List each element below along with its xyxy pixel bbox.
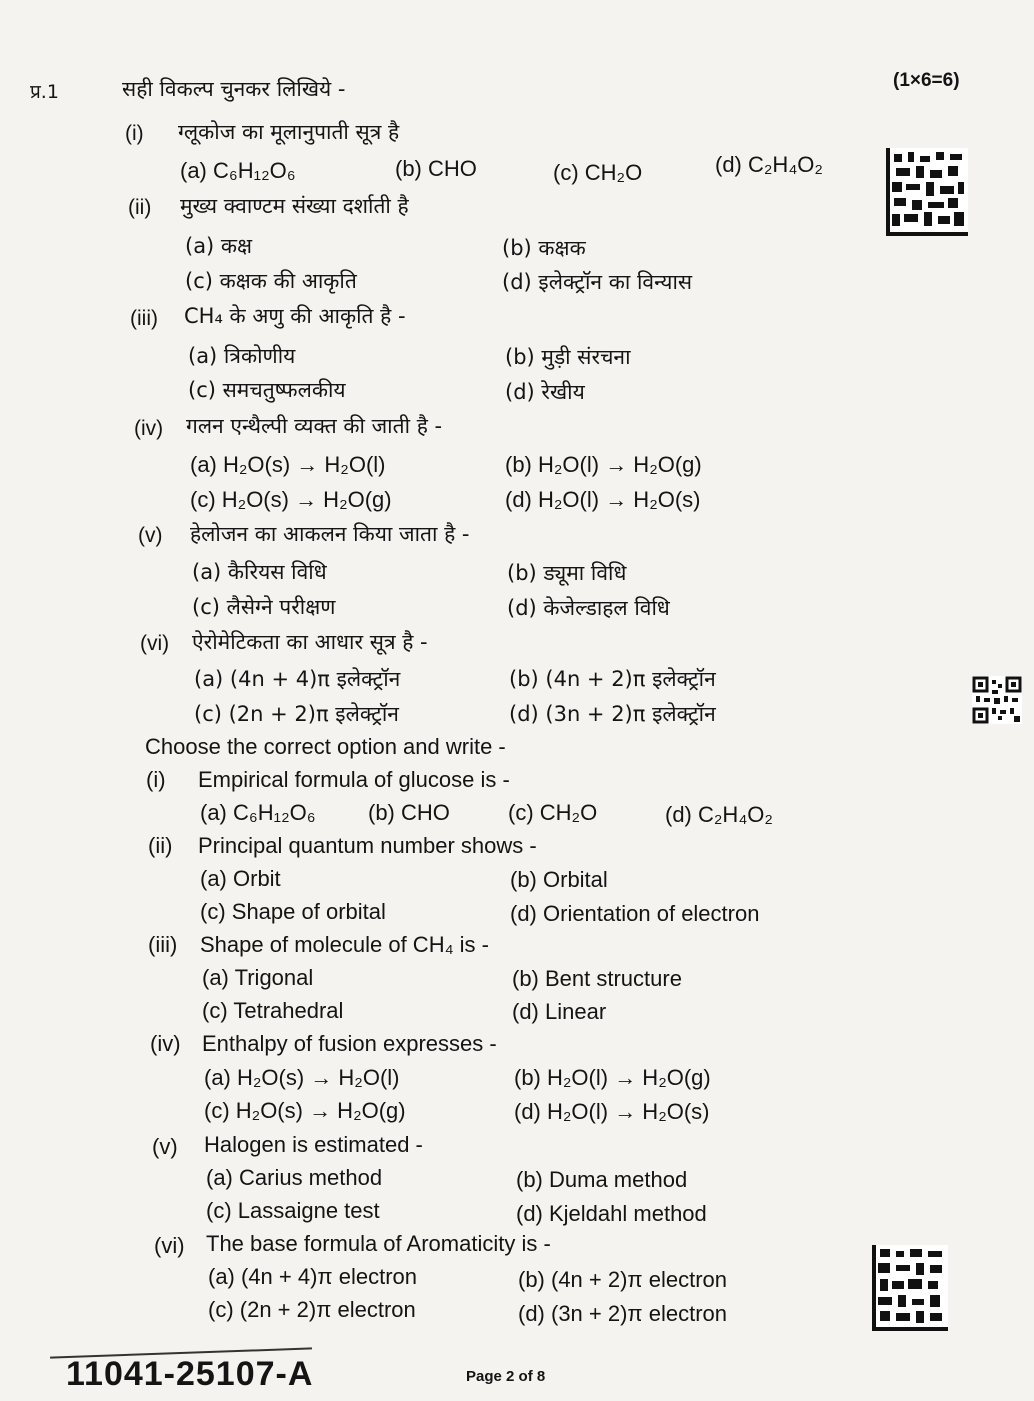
hi-q5-option-b: (b) ड्यूमा विधि — [507, 561, 627, 585]
en-q4-option-d: (d) H₂O(l) → H₂O(s) — [514, 1099, 710, 1124]
en-q3-option-c: (c) Tetrahedral — [202, 998, 344, 1023]
hi-q5-option-a: (a) कैरियस विधि — [192, 560, 327, 584]
en-q1-option-c: (c) CH₂O — [508, 800, 598, 825]
en-q5-number: (v) — [152, 1134, 178, 1159]
en-q3-option-a: (a) Trigonal — [202, 965, 314, 990]
en-q2-option-a: (a) Orbit — [200, 866, 281, 891]
en-q6-option-a: (a) (4n + 4)π electron — [208, 1264, 417, 1289]
hi-q4-number: (iv) — [134, 417, 164, 440]
hi-q5-option-d: (d) केजेल्डाहल विधि — [507, 596, 670, 620]
en-q4-number: (iv) — [150, 1031, 181, 1056]
qr-code-side — [972, 676, 1022, 724]
en-q1-option-d: (d) C₂H₄O₂ — [665, 802, 773, 827]
hi-q2-option-c: (c) कक्षक की आकृति — [185, 269, 357, 293]
en-q2-number: (ii) — [148, 833, 173, 858]
hi-q3-option-d: (d) रेखीय — [505, 380, 585, 404]
page-number: Page 2 of 8 — [466, 1368, 546, 1385]
hi-q4-option-a: (a) H₂O(s) → H₂O(l) — [190, 452, 386, 477]
en-q5-option-c: (c) Lassaigne test — [206, 1198, 380, 1223]
datamatrix-code-bottom — [872, 1245, 948, 1331]
en-q3-option-b: (b) Bent structure — [512, 966, 682, 991]
hi-q2-number: (ii) — [128, 196, 152, 219]
hi-q4-option-b: (b) H₂O(l) → H₂O(g) — [505, 452, 702, 477]
hi-q1-text: ग्लूकोज का मूलानुपाती सूत्र है — [178, 120, 400, 144]
en-q6-text: The base formula of Aromaticity is - — [206, 1231, 551, 1256]
hi-q4-option-d: (d) H₂O(l) → H₂O(s) — [505, 487, 701, 512]
question-number: प्र.1 — [30, 81, 59, 103]
hi-q6-option-a: (a) (4n + 4)π इलेक्ट्रॉन — [194, 667, 401, 691]
en-q4-option-c: (c) H₂O(s) → H₂O(g) — [204, 1098, 406, 1123]
hi-q5-text: हेलोजन का आकलन किया जाता है - — [190, 522, 470, 546]
hi-q1-option-c: (c) CH₂O — [553, 160, 643, 185]
hi-q6-option-c: (c) (2n + 2)π इलेक्ट्रॉन — [194, 702, 399, 726]
en-q6-option-b: (b) (4n + 2)π electron — [518, 1267, 727, 1292]
instruction-english: Choose the correct option and write - — [145, 734, 506, 759]
en-q1-option-b: (b) CHO — [368, 800, 450, 825]
en-q2-option-b: (b) Orbital — [510, 867, 608, 892]
hi-q2-text: मुख्य क्वाण्टम संख्या दर्शाती है — [180, 194, 409, 218]
en-q1-text: Empirical formula of glucose is - — [198, 767, 510, 792]
hi-q5-number: (v) — [138, 524, 163, 547]
paper-code: 11041-25107-A — [66, 1355, 314, 1393]
hi-q3-option-c: (c) समचतुष्फलकीय — [188, 378, 346, 402]
en-q4-option-b: (b) H₂O(l) → H₂O(g) — [514, 1065, 711, 1090]
en-q2-text: Principal quantum number shows - — [198, 833, 537, 858]
hi-q6-option-b: (b) (4n + 2)π इलेक्ट्रॉन — [509, 667, 716, 691]
en-q3-number: (iii) — [148, 932, 178, 957]
en-q1-number: (i) — [146, 767, 166, 792]
en-q1-option-a: (a) C₆H₁₂O₆ — [200, 800, 316, 825]
en-q4-option-a: (a) H₂O(s) → H₂O(l) — [204, 1065, 400, 1090]
en-q6-option-d: (d) (3n + 2)π electron — [518, 1301, 727, 1326]
hi-q1-number: (i) — [125, 122, 144, 145]
en-q3-option-d: (d) Linear — [512, 999, 607, 1024]
en-q5-option-d: (d) Kjeldahl method — [516, 1201, 707, 1226]
hi-q2-option-b: (b) कक्षक — [502, 236, 586, 260]
hi-q6-text: ऐरोमेटिकता का आधार सूत्र है - — [192, 630, 428, 654]
hi-q6-option-d: (d) (3n + 2)π इलेक्ट्रॉन — [509, 702, 716, 726]
hi-q6-number: (vi) — [140, 632, 170, 655]
hi-q4-text: गलन एन्थैल्पी व्यक्त की जाती है - — [186, 414, 443, 438]
en-q6-option-c: (c) (2n + 2)π electron — [208, 1297, 416, 1322]
marks-label: (1×6=6) — [893, 70, 960, 91]
hi-q3-option-b: (b) मुड़ी संरचना — [505, 345, 631, 369]
hi-q1-option-b: (b) CHO — [395, 156, 477, 181]
en-q2-option-d: (d) Orientation of electron — [510, 901, 760, 926]
hi-q3-option-a: (a) त्रिकोणीय — [188, 344, 296, 368]
en-q2-option-c: (c) Shape of orbital — [200, 899, 386, 924]
en-q3-text: Shape of molecule of CH₄ is - — [200, 932, 489, 957]
hi-q3-text: CH₄ के अणु की आकृति है - — [184, 304, 406, 328]
hi-q5-option-c: (c) लैसेग्ने परीक्षण — [192, 595, 336, 619]
en-q6-number: (vi) — [154, 1233, 185, 1258]
hi-q1-option-a: (a) C₆H₁₂O₆ — [180, 158, 296, 183]
en-q5-text: Halogen is estimated - — [204, 1132, 423, 1157]
datamatrix-code-top — [886, 148, 968, 236]
en-q4-text: Enthalpy of fusion expresses - — [202, 1031, 497, 1056]
hi-q4-option-c: (c) H₂O(s) → H₂O(g) — [190, 487, 392, 512]
instruction-hindi: सही विकल्प चुनकर लिखिये - — [122, 77, 346, 101]
hi-q2-option-d: (d) इलेक्ट्रॉन का विन्यास — [502, 270, 693, 294]
hi-q2-option-a: (a) कक्ष — [185, 234, 253, 258]
en-q5-option-b: (b) Duma method — [516, 1167, 688, 1192]
hi-q1-option-d: (d) C₂H₄O₂ — [715, 152, 823, 177]
hi-q3-number: (iii) — [130, 307, 158, 330]
en-q5-option-a: (a) Carius method — [206, 1165, 383, 1190]
